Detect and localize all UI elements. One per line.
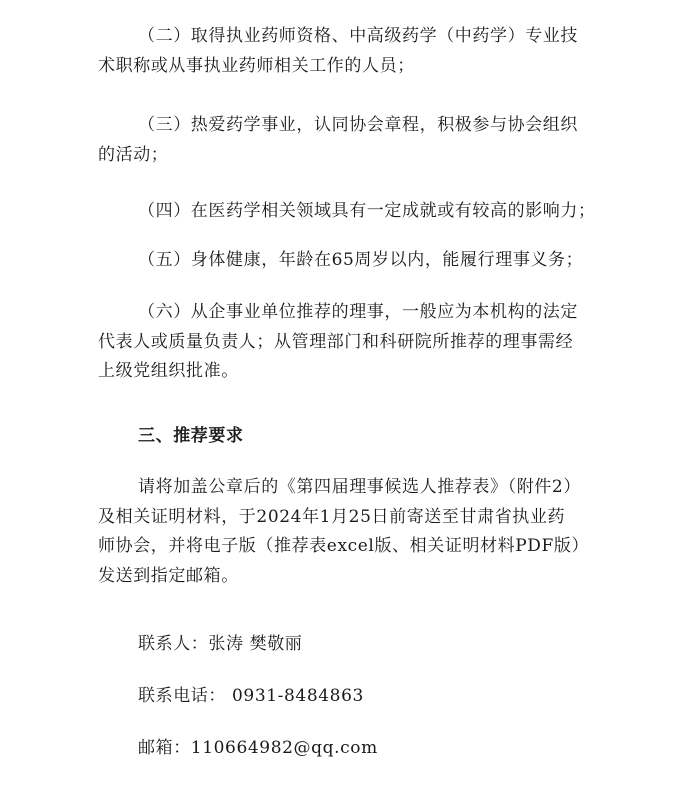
- criterion-4-line-1: （四）在医药学相关领域具有一定成就或有较高的影响力；: [138, 201, 596, 221]
- criterion-6-line-1: （六）从企事业单位推荐的理事，一般应为本机构的法定: [138, 302, 578, 322]
- section-heading: [98, 422, 622, 452]
- contact-person-text: 联系人：张涛 樊敬丽: [138, 634, 303, 654]
- requirement-line-1: 请将加盖公章后的《第四届理事候选人推荐表》（附件2）: [138, 477, 581, 497]
- criterion-6-line-2: 代表人或质量负责人；从管理部门和科研院所推荐的理事需经: [98, 331, 574, 352]
- contact-phone-text: 联系电话： 0931-8484863: [138, 686, 364, 706]
- criterion-5: [98, 246, 622, 276]
- requirement-line-4: 发送到指定邮箱。: [98, 565, 239, 586]
- contact-person: [98, 630, 622, 660]
- criterion-2-line-1: （二）取得执业药师资格、中高级药学（中药学）专业技: [138, 26, 578, 46]
- criterion-2-line-2: 术职称或从事执业药师相关工作的人员；: [98, 55, 415, 76]
- criterion-3-line-1: （三）热爱药学事业，认同协会章程，积极参与协会组织: [138, 115, 578, 135]
- criterion-6-line-3: 上级党组织批准。: [98, 361, 239, 381]
- criterion-3-line-2: 的活动；: [98, 144, 169, 165]
- contact-phone: [98, 682, 622, 712]
- requirement-line-3: 师协会，并将电子版（推荐表excel版、相关证明材料PDF版）: [98, 536, 590, 556]
- section-heading-text: 三、推荐要求: [138, 426, 244, 446]
- criterion-6: [98, 298, 622, 387]
- contact-email-text: 邮箱：110664982@qq.com: [138, 738, 378, 758]
- criterion-3: [98, 111, 622, 170]
- requirement-line-2: 及相关证明材料，于2024年1月25日前寄送至甘肃省执业药: [98, 506, 566, 527]
- criterion-5-line-1: （五）身体健康，年龄在65周岁以内，能履行理事义务；: [138, 250, 584, 270]
- requirement-paragraph: [98, 473, 622, 591]
- criterion-2: [98, 22, 622, 81]
- criterion-4: [98, 197, 622, 227]
- contact-email: [98, 734, 622, 764]
